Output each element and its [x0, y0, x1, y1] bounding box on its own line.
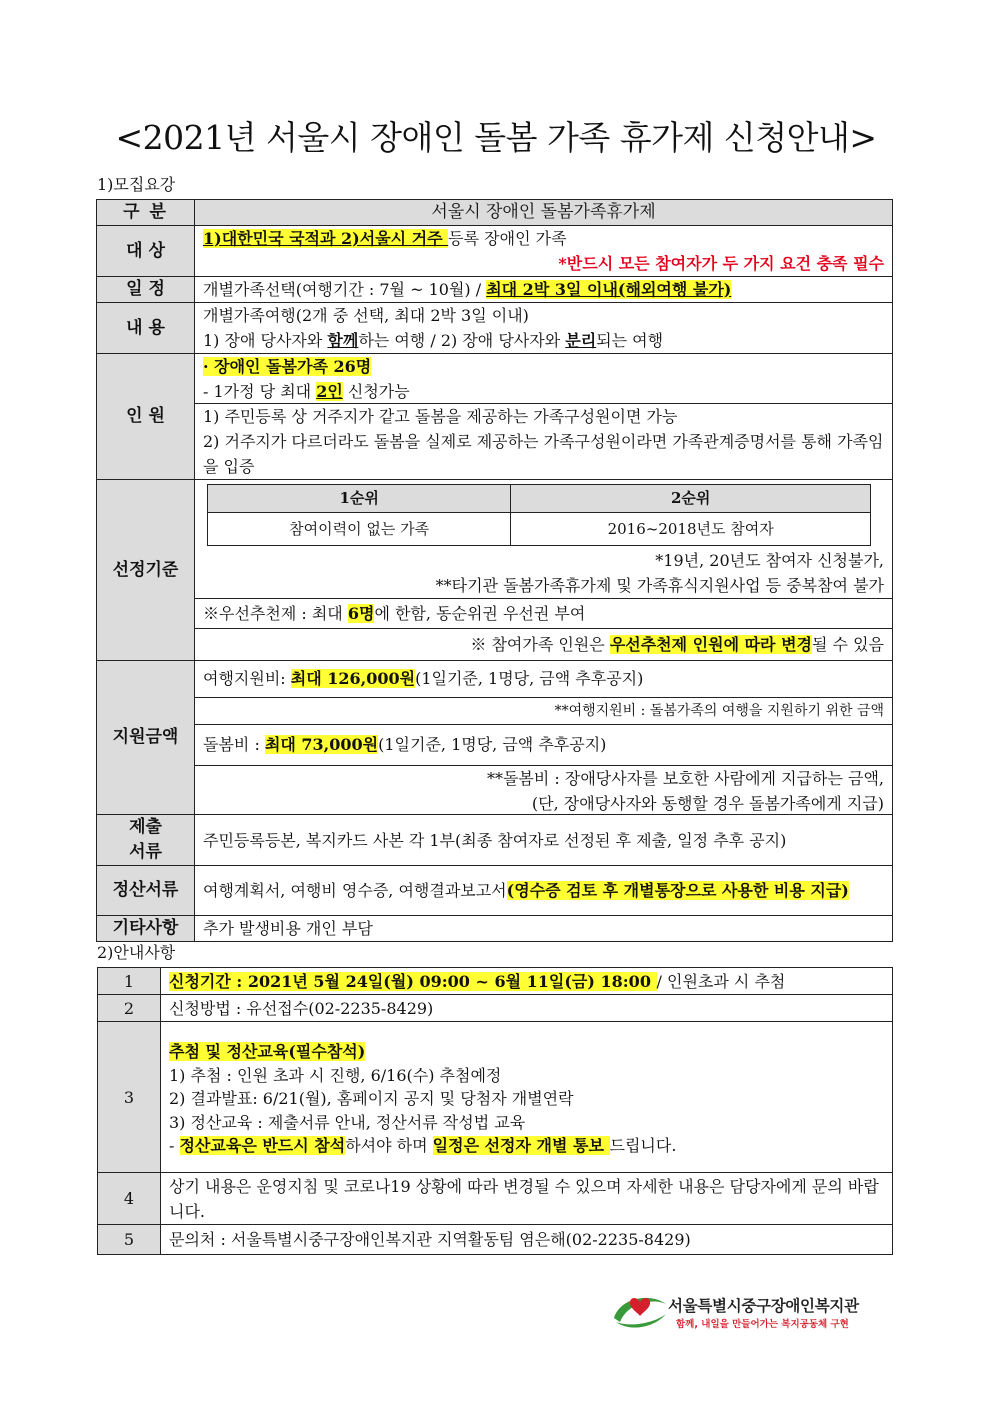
- lottery-l4a: -: [169, 1136, 180, 1156]
- notice-num: 5: [98, 1225, 161, 1255]
- notice-row-5: 문의처 : 서울특별시중구장애인복지관 지역활동팀 염은해(02-2235-8429): [161, 1225, 893, 1255]
- support-cell: [195, 661, 893, 815]
- content-together: 함께: [327, 331, 359, 350]
- target-label: 대 상: [97, 226, 195, 277]
- priority-p1a: ※우선추천제 : 최대: [203, 604, 348, 623]
- rank1-header: 1순위: [208, 485, 511, 513]
- recruitment-table: [96, 199, 893, 942]
- content-l2a: 1) 장애 당사자와: [203, 331, 328, 350]
- etc-label: 기타사항: [97, 916, 195, 942]
- target-cell: [195, 226, 893, 277]
- settlement-highlight: (영수증 검토 후 개별통장으로 사용한 비용 지급): [506, 881, 849, 900]
- schedule-label: 일 정: [97, 277, 195, 303]
- lottery-line2: 2) 결과발표: 6/21(월), 홈페이지 공지 및 당첨자 개별연락: [169, 1089, 574, 1109]
- content-separate: 분리: [565, 331, 597, 350]
- heart-swoosh-logo-icon: [610, 1288, 670, 1332]
- education-required: 정산교육은 반드시 참석: [179, 1136, 346, 1156]
- care-support-note1: **돌봄비 : 장애당사자를 보호한 사람에게 지급하는 금액,: [486, 769, 884, 788]
- support-label: 지원금액: [97, 661, 195, 815]
- care-support-amount: 최대 73,000원: [264, 735, 379, 754]
- org-slogan: 함께, 내일을 만들어가는 복지공동체 구현: [676, 1319, 849, 1330]
- notice-num: 4: [98, 1173, 161, 1225]
- documents-label2: 서류: [129, 842, 162, 862]
- lottery-line3: 3) 정산교육 : 제출서류 안내, 정산서류 작성법 교육: [169, 1112, 526, 1132]
- selection-note1: *19년, 20년도 참여자 신청불가,: [655, 551, 884, 570]
- org-name: 서울특별시중구장애인복지관: [668, 1297, 859, 1315]
- people-label: 인 원: [97, 354, 195, 480]
- selection-label: 선정기준: [97, 480, 195, 661]
- rank-table: [207, 484, 871, 546]
- notice-row-3: [161, 1022, 893, 1173]
- header-category: 구 분: [97, 200, 195, 226]
- notice-row-2: 신청방법 : 유선접수(02-2235-8429): [161, 995, 893, 1022]
- travel-support-note: **여행지원비 : 돌봄가족의 여행을 지원하기 위한 금액: [195, 697, 892, 724]
- content-label: 내 용: [97, 303, 195, 354]
- selection-cell: [195, 480, 893, 661]
- notice-num: 2: [98, 995, 161, 1022]
- rank1-value: 참여이력이 없는 가족: [208, 513, 511, 546]
- lottery-l4e: 드립니다.: [609, 1136, 677, 1156]
- schedule-text: 개별가족선택(여행기간 : 7월 ~ 10월) /: [203, 280, 487, 299]
- lottery-education-title: 추첨 및 정산교육(필수참석): [169, 1042, 366, 1062]
- page-title: <2021년 서울시 장애인 돌봄 가족 휴가제 신청안내>: [115, 118, 877, 157]
- travel-support-label: 여행지원비:: [203, 669, 291, 688]
- application-period: 신청기간 : 2021년 5월 24일(월) 09:00 ~ 6월 11일(금) 18:00: [169, 971, 657, 991]
- target-highlight: 1)대한민국 국적과 2)서울시 거주: [203, 229, 449, 248]
- documents-text: 주민등록등본, 복지카드 사본 각 1부(최종 참여자로 선정된 후 제출, 일정 추후 공지): [195, 815, 893, 866]
- schedule-highlight: 최대 2박 3일 이내(해외여행 불가): [486, 280, 732, 299]
- content-line1: 개별가족여행(2개 중 선택, 최대 2박 3일 이내): [203, 306, 529, 325]
- rank2-value: 2016~2018년도 참여자: [511, 513, 871, 546]
- schedule-notice: 일정은 선정자 개별 통보: [432, 1136, 610, 1156]
- settlement-text: 여행계획서, 여행비 영수증, 여행결과보고서: [203, 881, 507, 900]
- section1-label: 1)모집요강: [97, 175, 176, 194]
- content-l2c: 하는 여행 / 2) 장애 당사자와: [358, 331, 566, 350]
- header-program: 서울시 장애인 돌봄가족휴가제: [195, 200, 893, 226]
- priority-p2c: 될 수 있음: [812, 635, 884, 654]
- etc-text: 추가 발생비용 개인 부담: [195, 916, 893, 942]
- priority-p2a: ※ 참여가족 인원은: [470, 635, 610, 654]
- people-line3: 1) 주민등록 상 거주지가 같고 돌봄을 제공하는 가족구성원이면 가능: [203, 407, 678, 426]
- notice-row-1: [161, 968, 893, 995]
- travel-support-amount: 최대 126,000원: [290, 669, 416, 688]
- notice-table: [97, 967, 893, 1255]
- application-overflow: / 인원초과 시 추첨: [656, 971, 786, 991]
- schedule-cell: [195, 277, 893, 303]
- target-text: 등록 장애인 가족: [448, 229, 567, 248]
- lottery-l4c: 하셔야 하며: [345, 1136, 433, 1156]
- care-support-note2: (단, 장애당사자와 동행할 경우 돌봄가족에게 지급): [531, 794, 884, 813]
- people-highlight: · 장애인 돌봄가족 26명: [203, 357, 372, 376]
- documents-label1: 제출: [129, 817, 162, 837]
- rank2-header: 2순위: [511, 485, 871, 513]
- lottery-line1: 1) 추첨 : 인원 초과 시 진행, 6/16(수) 추첨예정: [169, 1065, 502, 1085]
- settlement-cell: [195, 866, 893, 916]
- selection-note2: **타기관 돌봄가족휴가제 및 가족휴식지원사업 등 중복참여 불가: [435, 576, 884, 595]
- people-line4: 2) 거주지가 다르더라도 돌봄을 실제로 제공하는 가족구성원이라면 가족관계증명서를 통해 가족임을 입증: [203, 432, 884, 476]
- notice-row-4: 상기 내용은 운영지침 및 코로나19 상황에 따라 변경될 수 있으며 자세한 내용은 담당자에게 문의 바랍니다.: [161, 1173, 893, 1225]
- notice-num: 3: [98, 1022, 161, 1173]
- care-support-detail: (1일기준, 1명당, 금액 추후공지): [378, 735, 607, 754]
- people-max: 2인: [316, 382, 343, 401]
- footer-logo: [610, 1288, 910, 1338]
- people-l2c: 신청가능: [342, 382, 410, 401]
- settlement-label: 정산서류: [97, 866, 195, 916]
- care-support-label: 돌봄비 :: [203, 735, 265, 754]
- notice-num: 1: [98, 968, 161, 995]
- content-cell: [195, 303, 893, 354]
- people-cell: [195, 354, 893, 480]
- people-l2a: - 1가정 당 최대: [203, 382, 317, 401]
- priority-count: 6명: [347, 604, 375, 623]
- section2-label: 2)안내사항: [97, 943, 176, 962]
- travel-support-detail: (1일기준, 1명당, 금액 추후공지): [415, 669, 644, 688]
- priority-change: 우선추천제 인원에 따라 변경: [609, 635, 812, 654]
- priority-p1c: 에 한함, 동순위권 우선권 부여: [374, 604, 586, 623]
- content-l2e: 되는 여행: [596, 331, 664, 350]
- target-note: *반드시 모든 참여자가 두 가지 요건 충족 필수: [558, 254, 884, 273]
- documents-label: [97, 815, 195, 866]
